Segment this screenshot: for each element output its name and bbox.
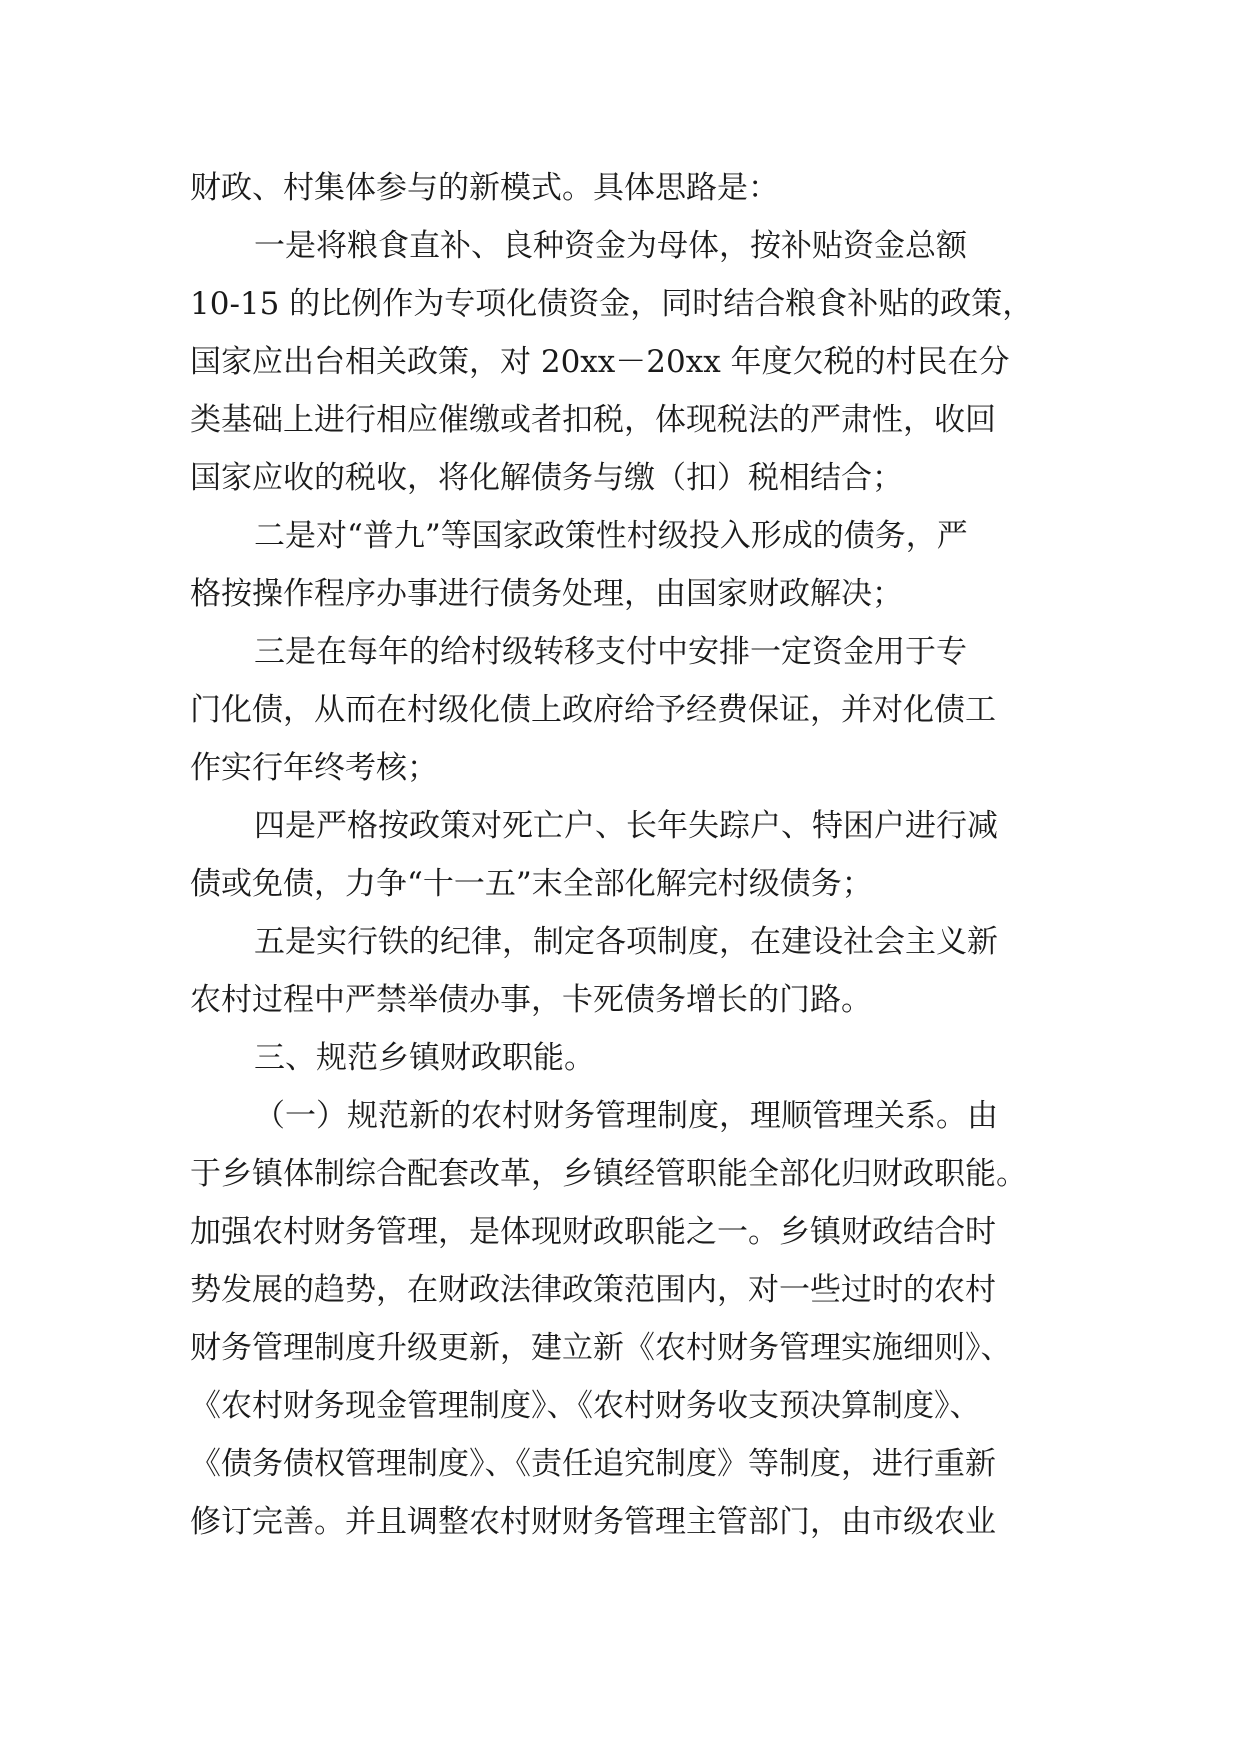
text-line-7: 二是对“普九”等国家政策性村级投入形成的债务，严 [254, 518, 968, 554]
text-line-6: 国家应收的税收，将化解债务与缴（扣）税相结合； [190, 460, 903, 496]
text-line-15: 农村过程中严禁举债办事，卡死债务增长的门路。 [190, 982, 872, 1018]
text-line-20: 势发展的趋势，在财政法律政策范围内，对一些过时的农村 [190, 1272, 996, 1308]
text-line-14: 五是实行铁的纪律，制定各项制度，在建设社会主义新 [254, 924, 998, 960]
text-line-5: 类基础上进行相应催缴或者扣税，体现税法的严肃性，收回 [190, 402, 996, 438]
text-line-9: 三是在每年的给村级转移支付中安排一定资金用于专 [254, 634, 967, 670]
text-line-8: 格按操作程序办事进行债务处理，由国家财政解决； [190, 576, 903, 612]
text-line-12: 四是严格按政策对死亡户、长年失踪户、特困户进行减 [254, 808, 998, 844]
section-heading: 三、规范乡镇财政职能。 [254, 1040, 595, 1076]
text-line-2: 一是将粮食直补、良种资金为母体，按补贴资金总额 [254, 228, 967, 264]
text-line-23: 《债务债权管理制度》、《责任追究制度》等制度，进行重新 [190, 1446, 996, 1482]
text-line-18: 于乡镇体制综合配套改革，乡镇经管职能全部化归财政职能。 [190, 1156, 1027, 1192]
text-line-13: 债或免债，力争“十一五”末全部化解完村级债务； [190, 866, 873, 902]
text-line-1: 财政、村集体参与的新模式。具体思路是： [190, 170, 779, 206]
text-line-10: 门化债，从而在村级化债上政府给予经费保证，并对化债工 [190, 692, 996, 728]
text-line-4: 国家应出台相关政策，对 20xx－20xx 年度欠税的村民在分 [190, 344, 1010, 380]
text-line-3: 10-15 的比例作为专项化债资金，同时结合粮食补贴的政策， [190, 286, 1034, 322]
text-line-24: 修订完善。并且调整农村财财务管理主管部门，由市级农业 [190, 1504, 996, 1540]
text-line-17: （一）规范新的农村财务管理制度，理顺管理关系。由 [254, 1098, 998, 1134]
text-line-19: 加强农村财务管理，是体现财政职能之一。乡镇财政结合时 [190, 1214, 996, 1250]
text-line-21: 财务管理制度升级更新，建立新《农村财务管理实施细则》、 [190, 1330, 1012, 1366]
text-line-22: 《农村财务现金管理制度》、《农村财务收支预决算制度》、 [190, 1388, 981, 1424]
text-line-11: 作实行年终考核； [190, 750, 438, 786]
